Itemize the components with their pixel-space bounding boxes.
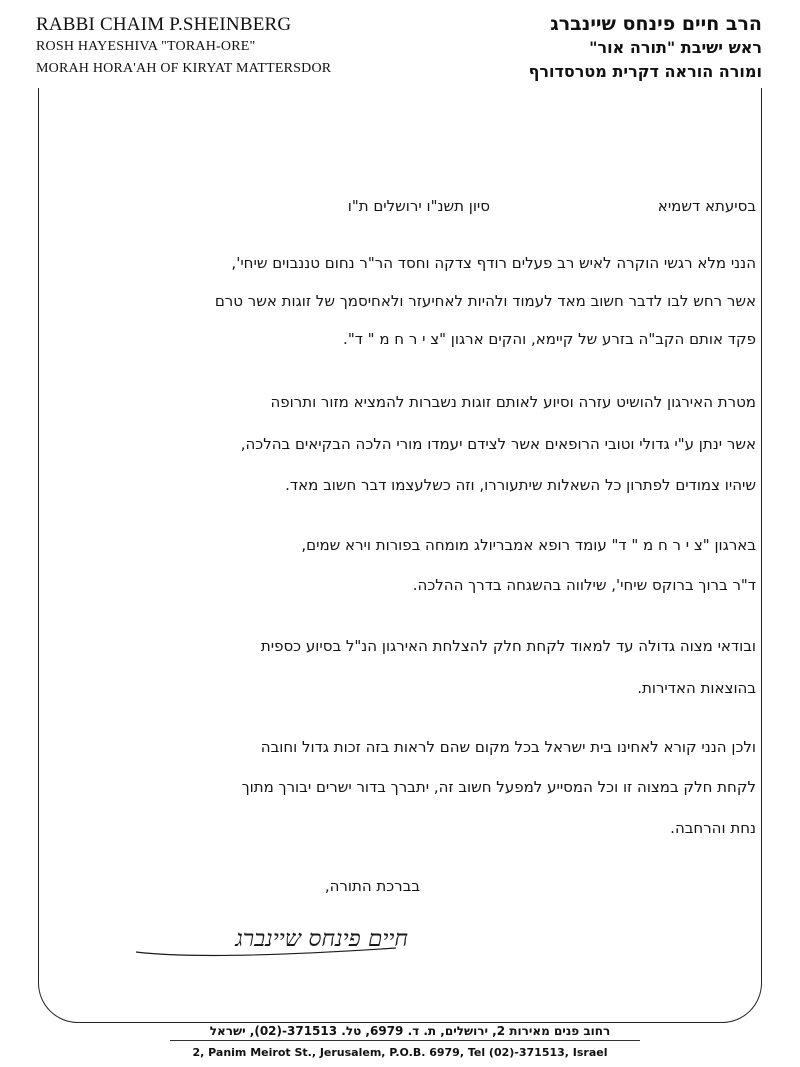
paragraph-5-line-1: ולכן הנני קורא לאחינו בית ישראל בכל מקום שהם לראות בזה זכות גדול וחובה (260, 738, 756, 756)
closing-line: בברכת התורה, (324, 877, 420, 895)
footer-rule (170, 1040, 640, 1041)
footer-address-english: 2, Panim Meirot St., Jerusalem, P.O.B. 6979, Tel (02)-371513, Israel (192, 1046, 608, 1059)
paragraph-5-line-2: לקחת חלק במצוה זו וכל המסייע למפעל חשוב זה, יתברך בדור ישרים יבורך מתוך (241, 778, 756, 796)
paragraph-5-line-3: נחת והרחבה. (670, 819, 756, 837)
paragraph-4-line-1: ובודאי מצוה גדולה עד למאוד לקחת חלק להצלחת האירגון הנ"ל בסיוע כספית (260, 637, 756, 655)
paragraph-2-line-3: שיהיו צמודים לפתרון כל השאלות שיתעוררו, וזה כשלעצמו דבר חשוב מאד. (285, 476, 756, 494)
paragraph-2-line-2: אשר ינתן ע"י גדולי וטובי הרופאים אשר לצידם יעמדו מורי הלכה הבקיאים בהלכה, (240, 435, 756, 453)
rabbi-position-hebrew: ומורה הוראה דקרית מטרסדורף (528, 62, 762, 81)
signature (126, 908, 416, 964)
paragraph-4-line-2: בהוצאות האדירות. (637, 679, 756, 697)
rabbi-title: ROSH HAYESHIVA "TORAH-ORE" (36, 39, 256, 54)
paragraph-1-line-2: אשר רחש לבו לדבר חשוב מאד לעמוד ולהיות לאחיעזר ולאחיסמך של זוגות אשר טרם (214, 292, 756, 310)
paragraph-2-line-1: מטרת האירגון להושיט עזרה וסיוע לאותם זוגות נשברות להמציא מזור ותרופה (270, 393, 756, 411)
letterhead-hebrew (402, 12, 762, 84)
opening-line: בסיעתא דשמיא (657, 197, 756, 215)
paragraph-1-line-3: פקד אותם הקב"ה בזרע של קיימא, והקים ארגון "צ י ר ח מ " ד". (343, 330, 756, 348)
letterhead-english (36, 14, 396, 80)
footer-address-hebrew: רחוב פנים מאירות 2, ירושלים, ת. ד. 6979, טל. 371513-(02), ישראל (209, 1024, 611, 1038)
paragraph-1-line-1: הנני מלא רגשי הוקרה לאיש רב פעלים רודף צדקה וחסד הר"ר נחום טננבוים שיחי', (231, 254, 756, 272)
date-line: סיון תשנ"ו ירושלים ת"ו (347, 197, 490, 215)
rabbi-name: RABBI CHAIM P.SHEINBERG (36, 14, 292, 35)
paragraph-3-line-1: בארגון "צ י ר ח מ " ד" עומד רופא אמבריולג מומחה בפורות וירא שמים, (301, 536, 756, 554)
rabbi-name-hebrew: הרב חיים פינחס שיינברג (550, 13, 762, 35)
paragraph-3-line-2: ד"ר ברוך ברוקס שיחי', שילווה בהשגחה בדרך ההלכה. (412, 576, 756, 594)
rabbi-position: MORAH HORA'AH OF KIRYAT MATTERSDOR (36, 61, 332, 76)
signature-text: חיים פינחס שיינברג (235, 926, 408, 952)
rabbi-title-hebrew: ראש ישיבת "תורה אור" (589, 38, 762, 57)
